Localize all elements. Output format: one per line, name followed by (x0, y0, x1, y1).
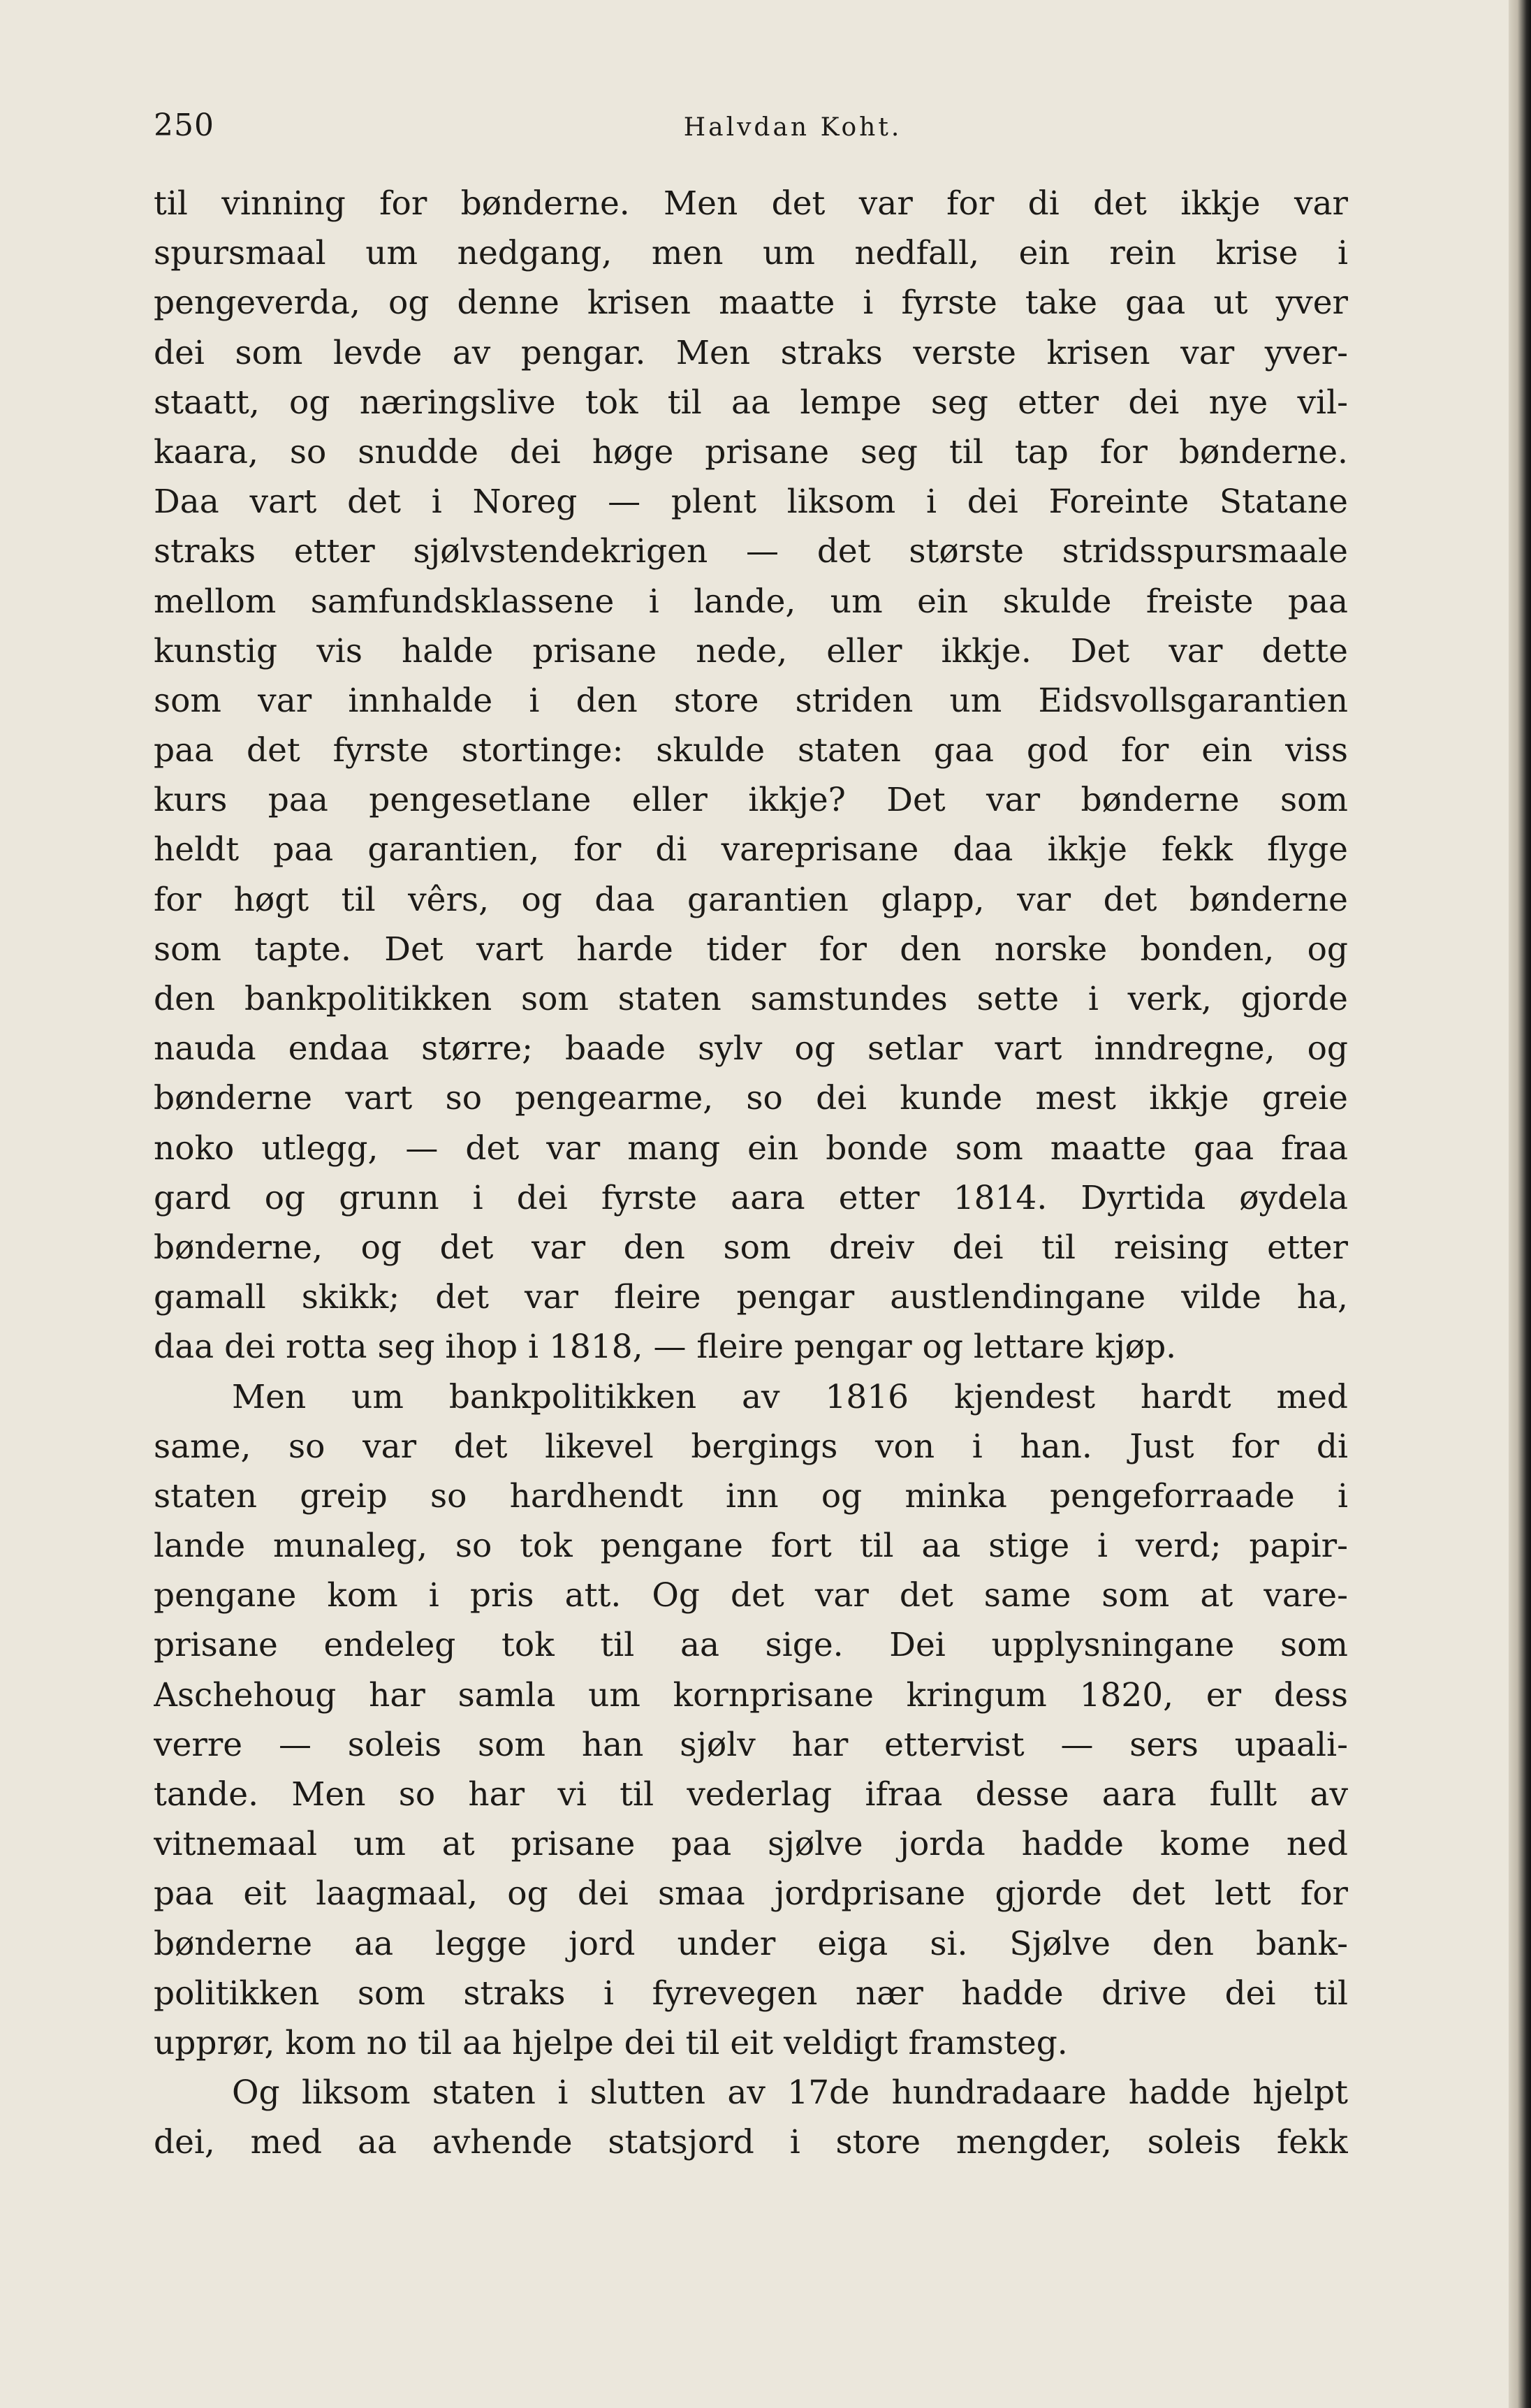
text-line: same, so var det likevel bergings von i han. Just for di (154, 1427, 1348, 1466)
text-line: pengane kom i pris att. Og det var det same som at vare- (154, 1576, 1348, 1615)
text-line: politikken som straks i fyrevegen nær hadde drive dei til (154, 1974, 1348, 2013)
text-line: prisane endeleg tok til aa sige. Dei upplysningane som (154, 1626, 1348, 1665)
text-line: staatt, og næringslive tok til aa lempe seg etter dei nye vil- (154, 383, 1348, 422)
text-line: kaara, so snudde dei høge prisane seg til tap for bønderne. (154, 432, 1348, 471)
running-head: Halvdan Koht. (683, 113, 902, 142)
text-line: dei som levde av pengar. Men straks verste krisen var yver- (154, 333, 1348, 372)
text-line: dei, med aa avhende statsjord i store mengder, soleis fekk (154, 2123, 1348, 2162)
text-line: kurs paa pengesetlane eller ikkje? Det var bønderne som (154, 781, 1348, 820)
text-line: som var innhalde i den store striden um Eidsvollsgarantien (154, 681, 1348, 720)
text-line: noko utlegg, — det var mang ein bonde som maatte gaa fraa (154, 1129, 1348, 1168)
text-line: bønderne aa legge jord under eiga si. Sjølve den bank- (154, 1924, 1348, 1963)
text-line: verre — soleis som han sjølv har ettervist — sers upaali- (154, 1725, 1348, 1764)
text-line: tande. Men so har vi til vederlag ifraa desse aara fullt av (154, 1775, 1348, 1814)
text-line: som tapte. Det vart harde tider for den norske bonden, og (154, 930, 1348, 969)
text-line: pengeverda, og denne krisen maatte i fyrste take gaa ut yver (154, 284, 1348, 323)
page-header (154, 103, 1348, 152)
text-line: nauda endaa større; baade sylv og setlar vart inndregne, og (154, 1029, 1348, 1069)
text-line: bønderne vart so pengearme, so dei kunde mest ikkje greie (154, 1079, 1348, 1118)
text-line: vitnemaal um at prisane paa sjølve jorda hadde kome ned (154, 1825, 1348, 1864)
text-line: mellom samfundsklassene i lande, um ein skulde freiste paa (154, 582, 1348, 621)
text-line: for høgt til vêrs, og daa garantien glapp, var det bønderne (154, 880, 1348, 919)
text-line: paa eit laagmaal, og dei smaa jordprisane gjorde det lett for (154, 1874, 1348, 1914)
text-line: til vinning for bønderne. Men det var for di det ikkje var (154, 184, 1348, 223)
text-line: daa dei rotta seg ihop i 1818, — fleire pengar og lettare kjøp. (154, 1328, 1177, 1367)
page-binding-edge (1509, 0, 1531, 2408)
text-line: bønderne, og det var den som dreiv dei til reising etter (154, 1228, 1348, 1267)
text-line: Og liksom staten i slutten av 17de hundradaare hadde hjelpt (232, 2073, 1348, 2113)
text-line: heldt paa garantien, for di vareprisane daa ikkje fekk flyge (154, 830, 1348, 869)
text-line: den bankpolitikken som staten samstundes sette i verk, gjorde (154, 980, 1348, 1018)
text-line: Daa vart det i Noreg — plent liksom i dei Foreinte Statane (154, 483, 1348, 522)
text-line: lande munaleg, so tok pengane fort til aa stige i verd; papir- (154, 1527, 1348, 1566)
text-line: straks etter sjølvstendekrigen — det største stridsspursmaale (154, 532, 1348, 571)
text-line: upprør, kom no til aa hjelpe dei til eit veldigt framsteg. (154, 2023, 1068, 2062)
text-line: gamall skikk; det var fleire pengar austlendingane vilde ha, (154, 1278, 1348, 1317)
text-line: Aschehoug har samla um kornprisane kringum 1820, er dess (154, 1675, 1348, 1715)
page-number: 250 (154, 108, 214, 143)
text-line: spursmaal um nedgang, men um nedfall, ein rein krise i (154, 234, 1348, 273)
text-line: kunstig vis halde prisane nede, eller ikkje. Det var dette (154, 631, 1348, 670)
body-text (154, 179, 1348, 2168)
text-line: gard og grunn i dei fyrste aara etter 1814. Dyrtida øydela (154, 1178, 1348, 1217)
text-line: Men um bankpolitikken av 1816 kjendest hardt med (232, 1377, 1348, 1416)
text-line: staten greip so hardhendt inn og minka pengeforraade i (154, 1476, 1348, 1515)
text-line: paa det fyrste stortinge: skulde staten gaa god for ein viss (154, 731, 1348, 770)
